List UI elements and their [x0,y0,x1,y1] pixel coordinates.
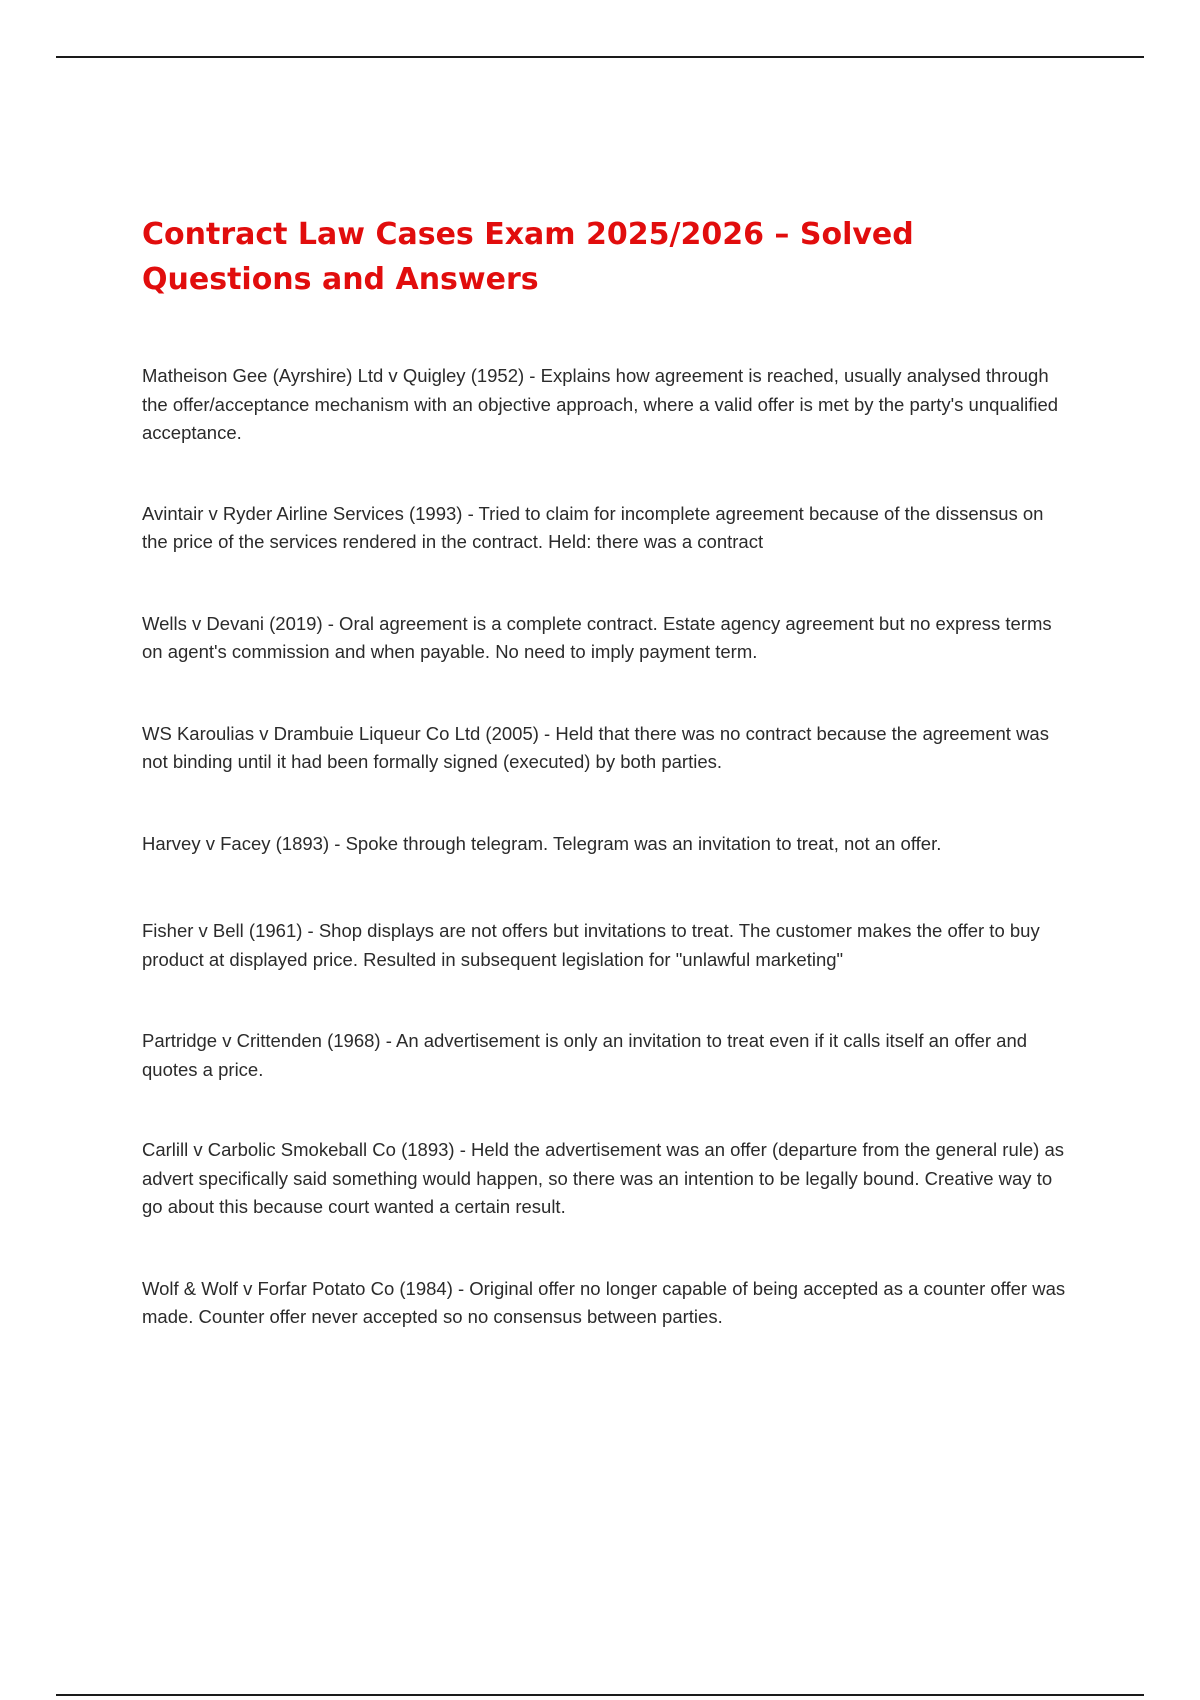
case-entry-harvey-facey: Harvey v Facey (1893) - Spoke through telegram. Telegram was an invitation to treat, not an offer. [142,832,942,854]
case-entry-ws-karoulias: WS Karoulias v Drambuie Liqueur Co Ltd (2005) - Held that there was no contract because the agreement was not binding until it had been formally signed (executed) by both parties. [142,722,1049,772]
case-list [142,362,1072,1332]
case-entry-wells-devani: Wells v Devani (2019) - Oral agreement is a complete contract. Estate agency agreement but no express terms on agent's commission and when payable. No need to imply payment term. [142,612,1052,662]
top-rule [56,56,1144,58]
case-entry-avintair: Avintair v Ryder Airline Services (1993) - Tried to claim for incomplete agreement because of the dissensus on the price of the services rendered in the contract. Held: there was a contract [142,502,1044,552]
document-title: Contract Law Cases Exam 2025/2026 – Solved Questions and Answers [142,217,914,297]
bottom-rule [56,1694,1144,1696]
case-entry-carlill: Carlill v Carbolic Smokeball Co (1893) - Held the advertisement was an offer (departure from the general rule) as advert specifically said something would happen, so there was an intention to be legally bound. Creative way to go about this because court wanted a certain result. [142,1139,1064,1217]
case-entry-partridge-crittenden: Partridge v Crittenden (1968) - An advertisement is only an invitation to treat even if it calls itself an offer and quotes a price. [142,1030,1028,1080]
case-entry-matheison-gee: Matheison Gee (Ayrshire) Ltd v Quigley (1952) - Explains how agreement is reached, usually analysed through the offer/acceptance mechanism with an objective approach, where a valid offer is met by the party's unqualified acceptance. [142,365,1059,443]
case-entry-wolf-forfar: Wolf & Wolf v Forfar Potato Co (1984) - Original offer no longer capable of being accepted as a counter offer was made. Counter offer never accepted so no consensus between parties. [142,1277,1066,1327]
case-entry-fisher-bell: Fisher v Bell (1961) - Shop displays are not offers but invitations to treat. The customer makes the offer to buy product at displayed price. Resulted in subsequent legislation for "unlawful marketing" [142,920,1040,970]
